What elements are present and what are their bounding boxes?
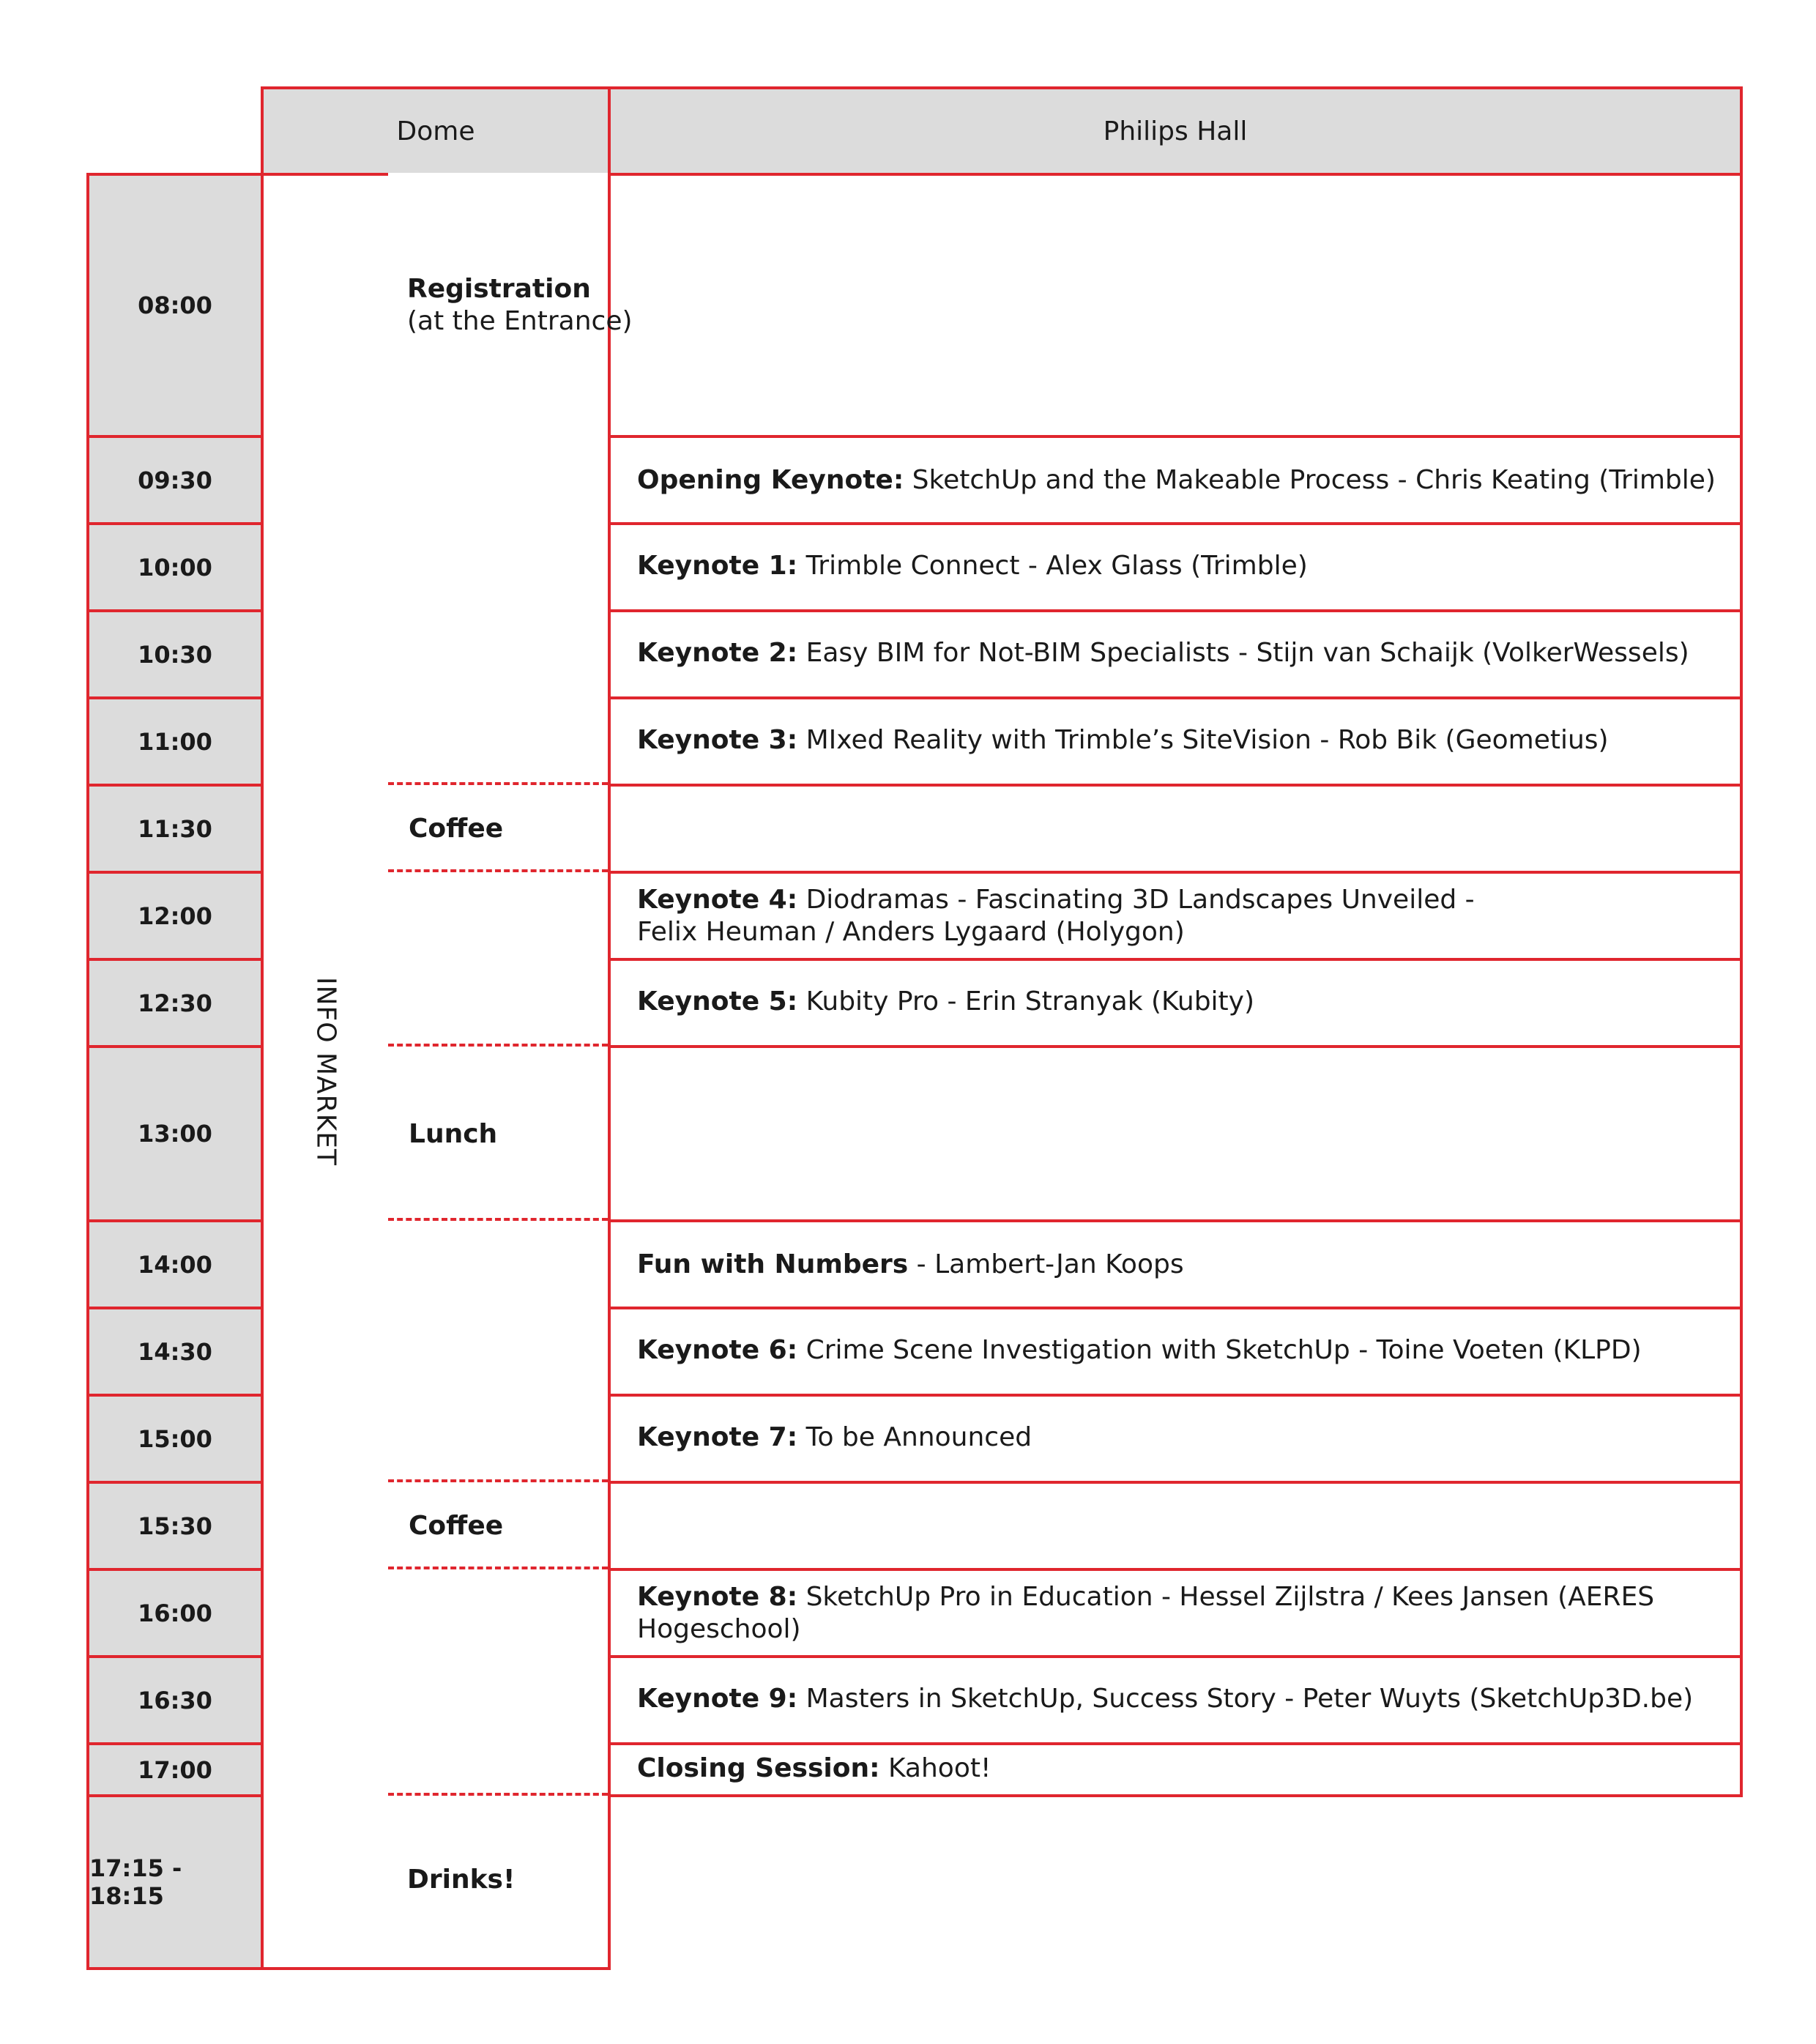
- lunch-break: Lunch: [388, 1045, 1743, 1222]
- session-keynote-6: Keynote 6: Crime Scene Investigation with SketchUp - Toine Voeten (KLPD): [608, 1307, 1743, 1397]
- time-slot: 10:00: [86, 522, 264, 612]
- break-divider: [388, 1218, 608, 1221]
- header-dome: [261, 86, 611, 176]
- session-keynote-5: Keynote 5: Kubity Pro - Erin Stranyak (Kubity): [608, 958, 1743, 1048]
- session-keynote-9: Keynote 9: Masters in SketchUp, Success Story - Peter Wuyts (SketchUp3D.be): [608, 1655, 1743, 1745]
- registration-subtitle: (at the Entrance): [407, 306, 633, 336]
- header-philips-hall-label: Philips Hall: [1103, 116, 1248, 146]
- time-slot: 14:00: [86, 1219, 264, 1309]
- break-divider: [388, 1567, 608, 1569]
- session-keynote-1: Keynote 1: Trimble Connect - Alex Glass (Trimble): [608, 522, 1743, 612]
- info-market-label: INFO MARKET: [310, 976, 341, 1167]
- session-opening-keynote: Opening Keynote: SketchUp and the Makeable Process - Chris Keating (Trimble): [608, 435, 1743, 525]
- time-slot: 16:30: [86, 1655, 264, 1745]
- session-keynote-7: Keynote 7: To be Announced: [608, 1394, 1743, 1484]
- session-keynote-4: Keynote 4: Diodramas - Fascinating 3D Landscapes Unveiled - Felix Heuman / Anders Lygaard (Holygon): [608, 871, 1743, 961]
- time-slot: 11:30: [86, 784, 264, 874]
- time-slot: 16:00: [86, 1568, 264, 1658]
- header-dome-label: Dome: [396, 116, 475, 146]
- time-slot: 12:00: [86, 871, 264, 961]
- time-slot: 17:00: [86, 1742, 264, 1797]
- break-divider: [388, 1793, 608, 1796]
- registration-title: Registration: [407, 274, 591, 304]
- coffee-break-morning: Coffee: [388, 784, 1743, 874]
- time-slot: 12:30: [86, 958, 264, 1048]
- session-fun-with-numbers: Fun with Numbers - Lambert-Jan Koops: [608, 1219, 1743, 1309]
- time-slot: 11:00: [86, 696, 264, 787]
- coffee-break-afternoon: Coffee: [388, 1481, 1743, 1571]
- time-slot: 08:00: [86, 173, 264, 438]
- registration-block: [388, 173, 1743, 438]
- session-keynote-8: Keynote 8: SketchUp Pro in Education - Hessel Zijlstra / Kees Jansen (AERES Hogeschool): [608, 1568, 1743, 1658]
- session-keynote-2: Keynote 2: Easy BIM for Not-BIM Specialists - Stijn van Schaijk (VolkerWessels): [608, 609, 1743, 699]
- time-slot: 10:30: [86, 609, 264, 699]
- header-philips-hall: [608, 86, 1743, 176]
- session-closing: Closing Session: Kahoot!: [608, 1742, 1743, 1797]
- session-keynote-3: Keynote 3: MIxed Reality with Trimble’s SiteVision - Rob Bik (Geometius): [608, 696, 1743, 787]
- time-slot: 14:30: [86, 1307, 264, 1397]
- drinks-label: Drinks!: [407, 1865, 516, 1895]
- time-slot: 09:30: [86, 435, 264, 525]
- time-slot: 17:15 - 18:15: [86, 1794, 264, 1970]
- break-divider: [388, 869, 608, 872]
- info-market-column: [261, 173, 391, 1970]
- time-slot: 15:00: [86, 1394, 264, 1484]
- time-slot: 15:30: [86, 1481, 264, 1571]
- time-slot: 13:00: [86, 1045, 264, 1222]
